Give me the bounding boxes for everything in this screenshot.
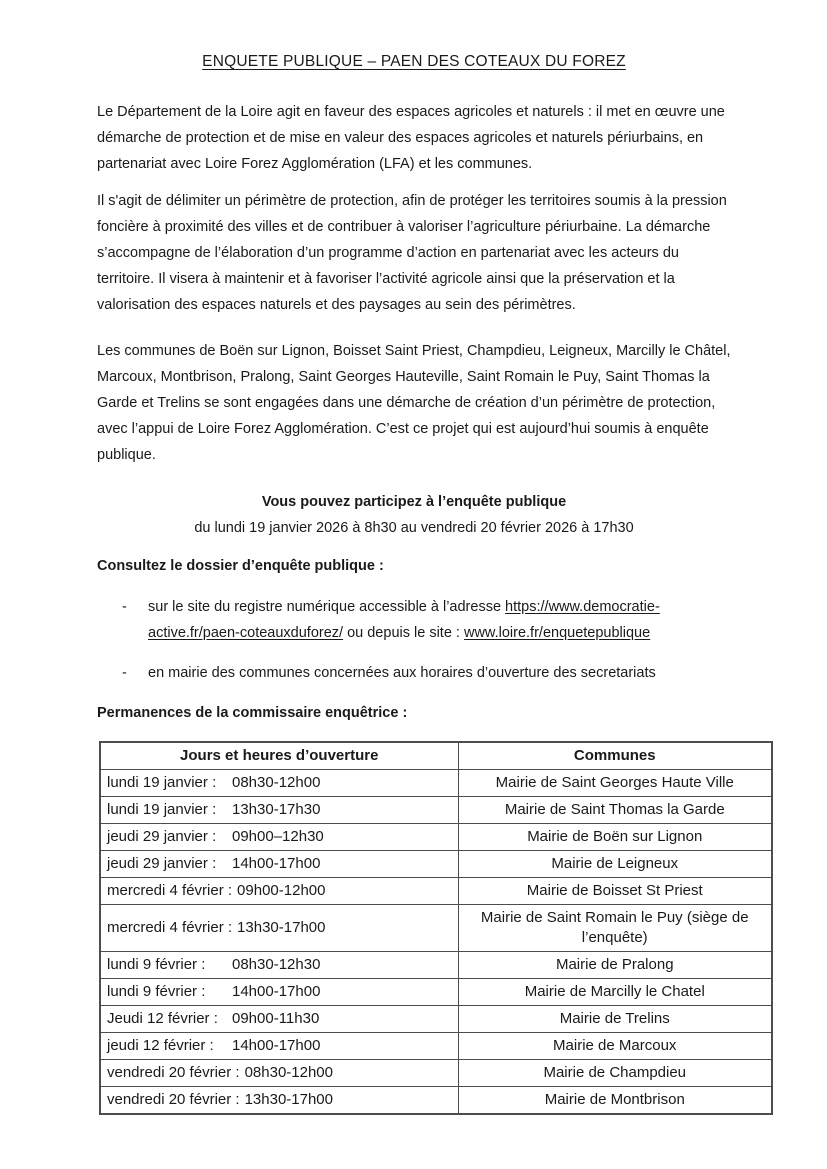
jour-label: jeudi 12 février :: [107, 1037, 214, 1054]
jour-label: vendredi 20 février :: [107, 1064, 240, 1081]
cell-jours: [100, 851, 458, 878]
paragraph-intro: Le Département de la Loire agit en faveur des espaces agricoles et naturels : il met en œuvre une démarche de protection et de mise en valeur des espaces agricoles et naturels périurbains, en partenariat avec Loire Forez Agglomération (LFA) et les communes.: [97, 104, 725, 172]
paragraph-communes: Les communes de Boën sur Lignon, Boisset Saint Priest, Champdieu, Leigneux, Marcilly le Châtel, Marcoux, Montbrison, Pralong, Saint Georges Hauteville, Saint Romain le Puy, Saint Thomas la Garde et Trelins se sont engagées dans une démarche de création d’un périmètre de protection, avec l’appui de Loire Forez Agglomération. C’est ce projet qui est aujourd’hui soumis à enquête publique.: [97, 343, 731, 463]
cell-jours: [100, 1060, 458, 1087]
table-row: [100, 905, 772, 952]
table-row: [100, 851, 772, 878]
table-row: [100, 952, 772, 979]
heures-value: 14h00-17h00: [232, 855, 321, 872]
table-row: [100, 979, 772, 1006]
table-row: [100, 824, 772, 851]
jour-label: Jeudi 12 février :: [107, 1010, 218, 1027]
cell-commune: Mairie de Saint Thomas la Garde: [458, 797, 772, 824]
cell-commune: Mairie de Pralong: [458, 952, 772, 979]
cell-commune: Mairie de Montbrison: [458, 1087, 772, 1115]
heures-value: 13h30-17h00: [237, 919, 326, 936]
cell-commune: Mairie de Leigneux: [458, 851, 772, 878]
list-item: [97, 660, 731, 686]
cell-jours: [100, 878, 458, 905]
cell-jours: [100, 770, 458, 797]
table-row: [100, 1006, 772, 1033]
cell-commune: Mairie de Saint Romain le Puy (siège de l’enquête): [458, 905, 772, 952]
registre-text-middle: ou depuis le site :: [343, 625, 464, 641]
jour-label: lundi 19 janvier :: [107, 774, 217, 791]
cell-jours: [100, 1006, 458, 1033]
loire-enquete-link[interactable]: www.loire.fr/enquetepublique: [463, 625, 651, 641]
registre-numerique-link[interactable]: https://www.democratie-active.fr/paen-coteauxduforez/: [148, 599, 660, 641]
jour-label: vendredi 20 février :: [107, 1091, 240, 1108]
cell-commune: Mairie de Trelins: [458, 1006, 772, 1033]
list-item-text: en mairie des communes concernées aux horaires d’ouverture des secretariats: [148, 665, 656, 681]
jour-label: jeudi 29 janvier :: [107, 828, 217, 845]
table-row: [100, 770, 772, 797]
cell-commune: Mairie de Marcilly le Chatel: [458, 979, 772, 1006]
table-row: [100, 1033, 772, 1060]
permanences-table: [99, 741, 773, 1115]
paragraph-perimetre: Il s'agit de délimiter un périmètre de protection, afin de protéger les territoires soumis à la pression foncière à proximité des villes et de contribuer à valoriser l’agriculture périurbaine. La démarche s’accompagne de l’élaboration d’un programme d’action en partenariat avec les acteurs du territoire. Il visera à maintenir et à favoriser l’activité agricole ainsi que la préservation et la valorisation des espaces naturels et des paysages au sein des périmètres.: [97, 193, 727, 313]
cell-commune: Mairie de Champdieu: [458, 1060, 772, 1087]
jour-label: lundi 19 janvier :: [107, 801, 217, 818]
table-header-row: [100, 742, 772, 770]
table-header-communes: Communes: [458, 742, 772, 770]
jour-label: mercredi 4 février :: [107, 882, 233, 899]
heures-value: 09h00–12h30: [232, 828, 324, 845]
permanences-heading: Permanences de la commissaire enquêtrice :: [97, 705, 408, 721]
cell-jours: [100, 1087, 458, 1115]
list-item: [97, 594, 731, 646]
consult-heading: Consultez le dossier d’enquête publique :: [97, 558, 384, 574]
heures-value: 13h30-17h30: [232, 801, 321, 818]
heures-value: 09h00-11h30: [232, 1010, 320, 1027]
page-title: ENQUETE PUBLIQUE – PAEN DES COTEAUX DU FOREZ: [202, 53, 626, 70]
cell-commune: Mairie de Boën sur Lignon: [458, 824, 772, 851]
cell-commune: Mairie de Marcoux: [458, 1033, 772, 1060]
heures-value: 08h30-12h00: [244, 1064, 333, 1081]
participation-heading: Vous pouvez participez à l’enquête publique: [261, 494, 567, 510]
table-row: [100, 797, 772, 824]
cell-jours: [100, 824, 458, 851]
consult-list: [97, 594, 731, 686]
heures-value: 09h00-12h00: [237, 882, 326, 899]
heures-value: 14h00-17h00: [232, 1037, 321, 1054]
cell-jours: [100, 1033, 458, 1060]
participation-dates: du lundi 19 janvier 2026 à 8h30 au vendredi 20 février 2026 à 17h30: [194, 520, 634, 536]
heures-value: 14h00-17h00: [232, 983, 321, 1000]
cell-jours: [100, 905, 458, 952]
cell-commune: Mairie de Boisset St Priest: [458, 878, 772, 905]
dash-bullet: -: [122, 665, 127, 681]
cell-commune: Mairie de Saint Georges Haute Ville: [458, 770, 772, 797]
table-header-jours: Jours et heures d’ouverture: [100, 742, 458, 770]
jour-label: jeudi 29 janvier :: [107, 855, 217, 872]
heures-value: 13h30-17h00: [244, 1091, 333, 1108]
jour-label: lundi 9 février :: [107, 983, 206, 1000]
cell-jours: [100, 797, 458, 824]
list-item-text: [148, 594, 731, 646]
dash-bullet: -: [122, 599, 127, 615]
cell-jours: [100, 952, 458, 979]
table-row: [100, 878, 772, 905]
table-row: [100, 1087, 772, 1115]
table-row: [100, 1060, 772, 1087]
jour-label: lundi 9 février :: [107, 956, 206, 973]
participation-block: [97, 489, 731, 541]
heures-value: 08h30-12h30: [232, 956, 321, 973]
cell-jours: [100, 979, 458, 1006]
jour-label: mercredi 4 février :: [107, 919, 233, 936]
registre-text-before: sur le site du registre numérique accessible à l’adresse: [148, 599, 506, 615]
heures-value: 08h30-12h00: [232, 774, 321, 791]
